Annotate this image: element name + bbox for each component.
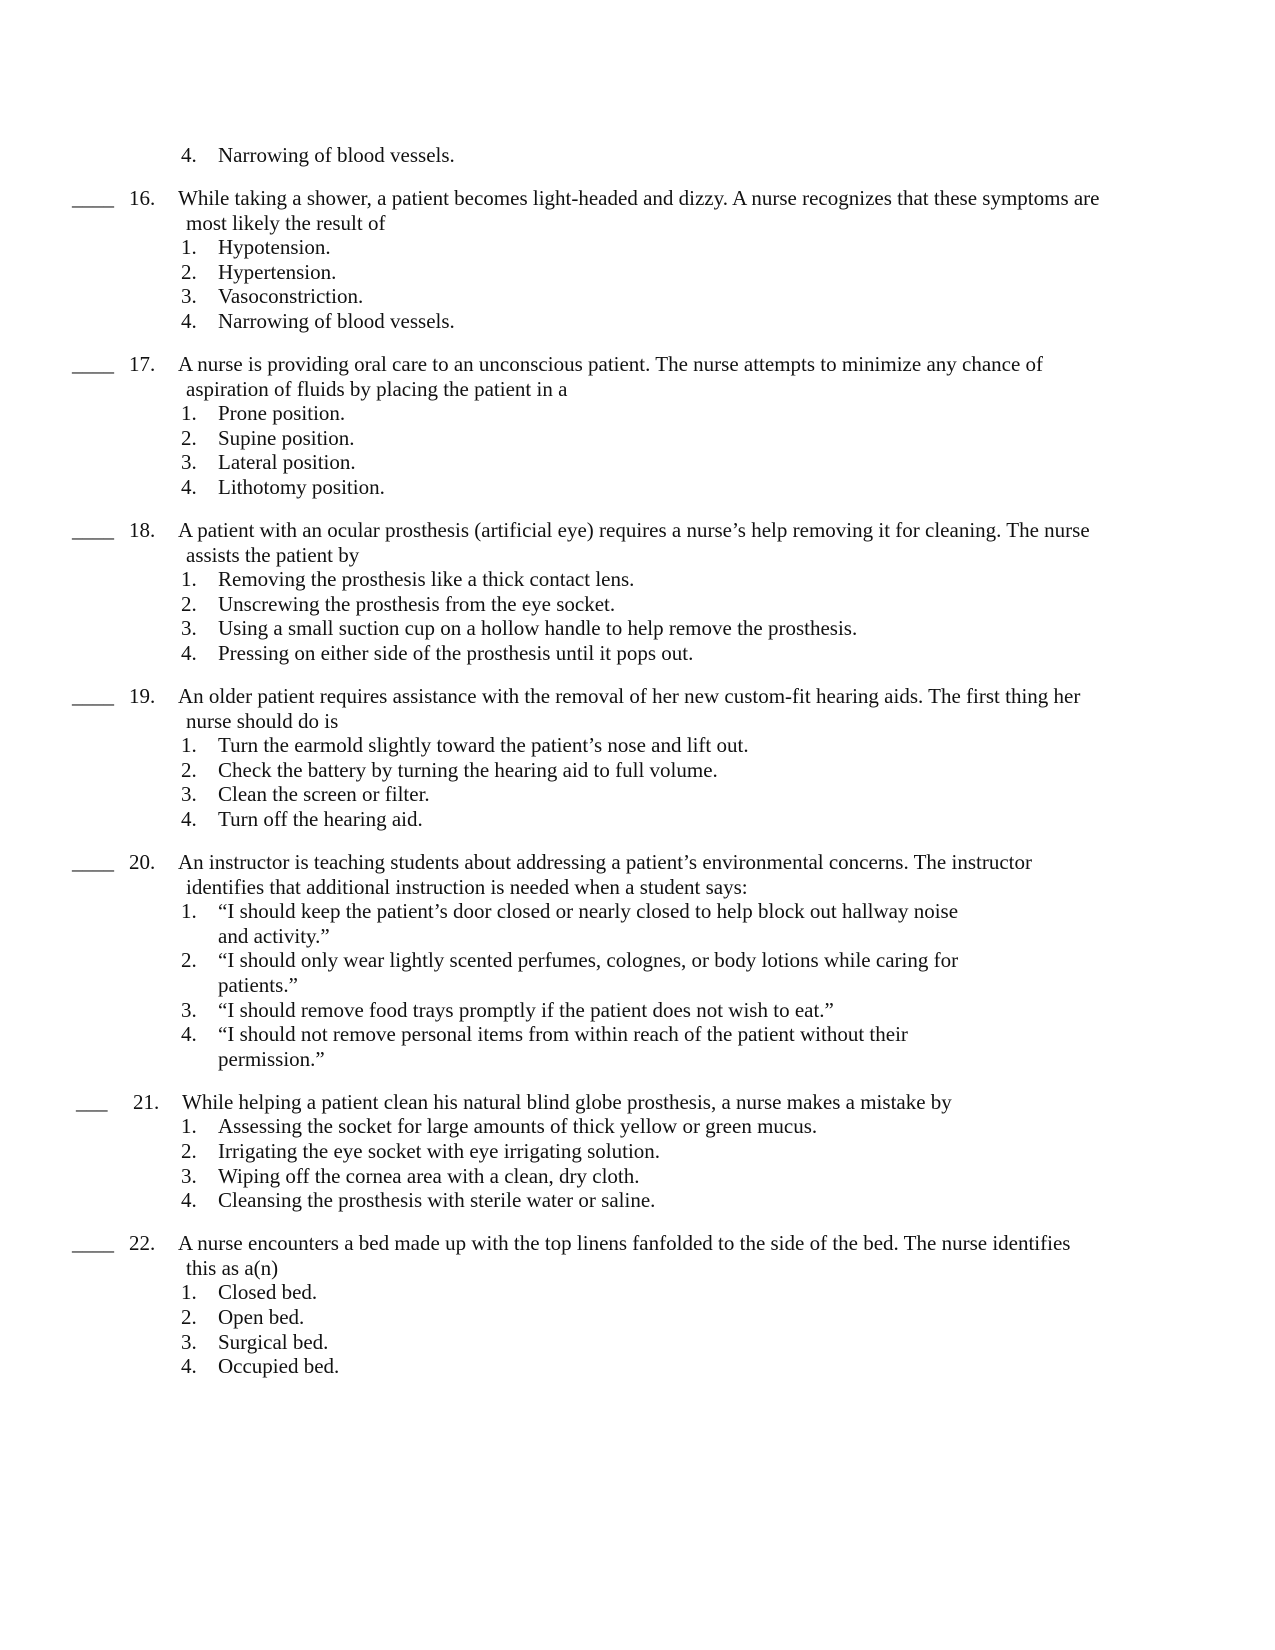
option-text: Hypertension. [218, 260, 337, 284]
option-number: 3. [181, 284, 197, 308]
option-number: 4. [181, 1022, 197, 1046]
answer-blank: ____ [72, 1231, 114, 1255]
question-number: 21. [133, 1090, 160, 1114]
question-number: 22. [129, 1231, 156, 1255]
option-text: “I should keep the patient’s door closed or nearly closed to help block out hallway noise [218, 899, 959, 923]
option-number: 4. [181, 1188, 197, 1212]
option-text: Supine position. [218, 426, 355, 450]
option-number: 2. [181, 1139, 197, 1163]
option-number: 2. [181, 592, 197, 616]
option-number: 4. [181, 143, 197, 167]
question-number: 16. [129, 186, 156, 210]
option-number: 3. [181, 998, 197, 1022]
option-number: 2. [181, 758, 197, 782]
answer-blank: ____ [72, 850, 114, 874]
option-text: Pressing on either side of the prosthesis until it pops out. [218, 641, 694, 665]
option-number: 4. [181, 641, 197, 665]
option-text: Open bed. [218, 1305, 305, 1329]
option-number: 1. [181, 235, 197, 259]
option-text: Turn the earmold slightly toward the patient’s nose and lift out. [218, 733, 749, 757]
option-text: Prone position. [218, 401, 346, 425]
answer-blank: ___ [76, 1090, 108, 1114]
option-text: Lateral position. [218, 450, 356, 474]
option-text: Clean the screen or filter. [218, 782, 430, 806]
option-text: Narrowing of blood vessels. [218, 143, 455, 167]
question-number: 17. [129, 352, 156, 376]
option-number: 1. [181, 1114, 197, 1138]
option-text: Closed bed. [218, 1280, 318, 1304]
question-stem: assists the patient by [186, 543, 360, 567]
question-number: 18. [129, 518, 156, 542]
option-text: Hypotension. [218, 235, 331, 259]
option-text: Narrowing of blood vessels. [218, 309, 455, 333]
option-number: 2. [181, 1305, 197, 1329]
answer-blank: ____ [72, 352, 114, 376]
option-number: 3. [181, 616, 197, 640]
option-number: 3. [181, 450, 197, 474]
option-text: Check the battery by turning the hearing aid to full volume. [218, 758, 718, 782]
option-text: permission.” [218, 1047, 325, 1071]
option-number: 2. [181, 260, 197, 284]
question-stem: An instructor is teaching students about addressing a patient’s environmental concerns. The instructor [178, 850, 1032, 874]
question-stem: A patient with an ocular prosthesis (artificial eye) requires a nurse’s help removing it for cleaning. The nurse [178, 518, 1090, 542]
option-text: Occupied bed. [218, 1354, 340, 1378]
option-number: 4. [181, 475, 197, 499]
option-number: 3. [181, 1164, 197, 1188]
option-text: Cleansing the prosthesis with sterile water or saline. [218, 1188, 656, 1212]
question-stem: While taking a shower, a patient becomes light-headed and dizzy. A nurse recognizes that these symptoms are [178, 186, 1100, 210]
option-number: 2. [181, 426, 197, 450]
answer-blank: ____ [72, 186, 114, 210]
option-text: Removing the prosthesis like a thick contact lens. [218, 567, 635, 591]
option-number: 1. [181, 1280, 197, 1304]
option-text: Using a small suction cup on a hollow handle to help remove the prosthesis. [218, 616, 858, 640]
option-text: Unscrewing the prosthesis from the eye socket. [218, 592, 616, 616]
question-stem: identifies that additional instruction is needed when a student says: [186, 875, 748, 899]
option-number: 1. [181, 899, 197, 923]
question-stem: this as a(n) [186, 1256, 279, 1280]
question-stem: A nurse is providing oral care to an unconscious patient. The nurse attempts to minimize any chance of [178, 352, 1044, 376]
option-text: Irrigating the eye socket with eye irrigating solution. [218, 1139, 661, 1163]
option-number: 3. [181, 782, 197, 806]
option-text: Wiping off the cornea area with a clean, dry cloth. [218, 1164, 640, 1188]
option-text: Assessing the socket for large amounts of thick yellow or green mucus. [218, 1114, 818, 1138]
option-text: “I should not remove personal items from within reach of the patient without their [218, 1022, 908, 1046]
option-text: Lithotomy position. [218, 475, 385, 499]
option-text: “I should remove food trays promptly if the patient does not wish to eat.” [218, 998, 834, 1022]
option-number: 4. [181, 1354, 197, 1378]
question-stem: nurse should do is [186, 709, 339, 733]
option-text: Vasoconstriction. [218, 284, 364, 308]
option-number: 3. [181, 1330, 197, 1354]
option-text: patients.” [218, 973, 298, 997]
question-stem: aspiration of fluids by placing the patient in a [186, 377, 568, 401]
question-stem: A nurse encounters a bed made up with the top linens fanfolded to the side of the bed. The nurse identifies [178, 1231, 1071, 1255]
answer-blank: ____ [72, 518, 114, 542]
option-number: 4. [181, 309, 197, 333]
option-number: 1. [181, 733, 197, 757]
option-number: 2. [181, 948, 197, 972]
option-number: 1. [181, 401, 197, 425]
question-number: 19. [129, 684, 156, 708]
question-stem: While helping a patient clean his natural blind globe prosthesis, a nurse makes a mistake by [182, 1090, 952, 1114]
option-number: 1. [181, 567, 197, 591]
question-stem: An older patient requires assistance with the removal of her new custom-fit hearing aids. The first thing her [178, 684, 1081, 708]
question-number: 20. [129, 850, 156, 874]
option-number: 4. [181, 807, 197, 831]
option-text: Turn off the hearing aid. [218, 807, 423, 831]
option-text: Surgical bed. [218, 1330, 329, 1354]
option-text: “I should only wear lightly scented perfumes, colognes, or body lotions while caring for [218, 948, 959, 972]
answer-blank: ____ [72, 684, 114, 708]
question-stem: most likely the result of [186, 211, 386, 235]
option-text: and activity.” [218, 924, 330, 948]
